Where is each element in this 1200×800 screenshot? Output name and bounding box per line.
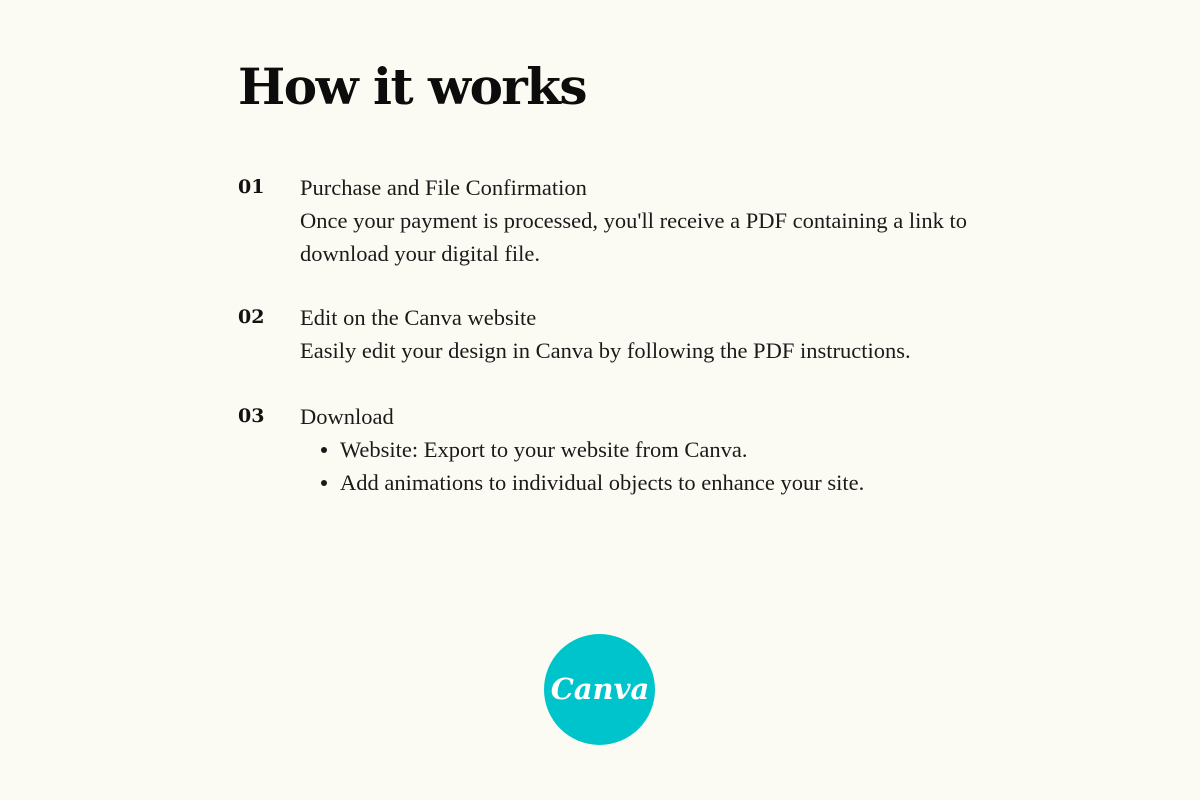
step-description-line: Once your payment is processed, you'll receive a PDF containing a link to bbox=[300, 208, 968, 233]
bullet-item bbox=[300, 466, 1040, 499]
bullet-item bbox=[300, 433, 1040, 466]
bullet-dot-icon bbox=[321, 447, 327, 453]
step-03 bbox=[300, 400, 1040, 499]
logo-text: Canva bbox=[550, 672, 650, 706]
canva-logo-wordmark bbox=[544, 634, 655, 745]
bullet-text: Website: Export to your website from Canva. bbox=[340, 437, 748, 462]
step-number-03: 03 bbox=[238, 405, 265, 427]
bullet-dot-icon bbox=[321, 480, 327, 486]
step-02 bbox=[300, 301, 1040, 367]
page-title: How it works bbox=[238, 57, 587, 116]
bullet-text: Add animations to individual objects to enhance your site. bbox=[340, 470, 865, 495]
step-heading: Edit on the Canva website bbox=[300, 305, 537, 330]
step-number-01: 01 bbox=[238, 176, 265, 198]
step-heading: Purchase and File Confirmation bbox=[300, 175, 587, 200]
step-01 bbox=[300, 171, 1040, 270]
step-heading: Download bbox=[300, 404, 394, 429]
step-number-02: 02 bbox=[238, 306, 265, 328]
step-description-line: Easily edit your design in Canva by following the PDF instructions. bbox=[300, 338, 911, 363]
download-bullet-list bbox=[300, 433, 1040, 499]
step-description-line: download your digital file. bbox=[300, 241, 540, 266]
canva-logo-icon bbox=[544, 634, 655, 745]
